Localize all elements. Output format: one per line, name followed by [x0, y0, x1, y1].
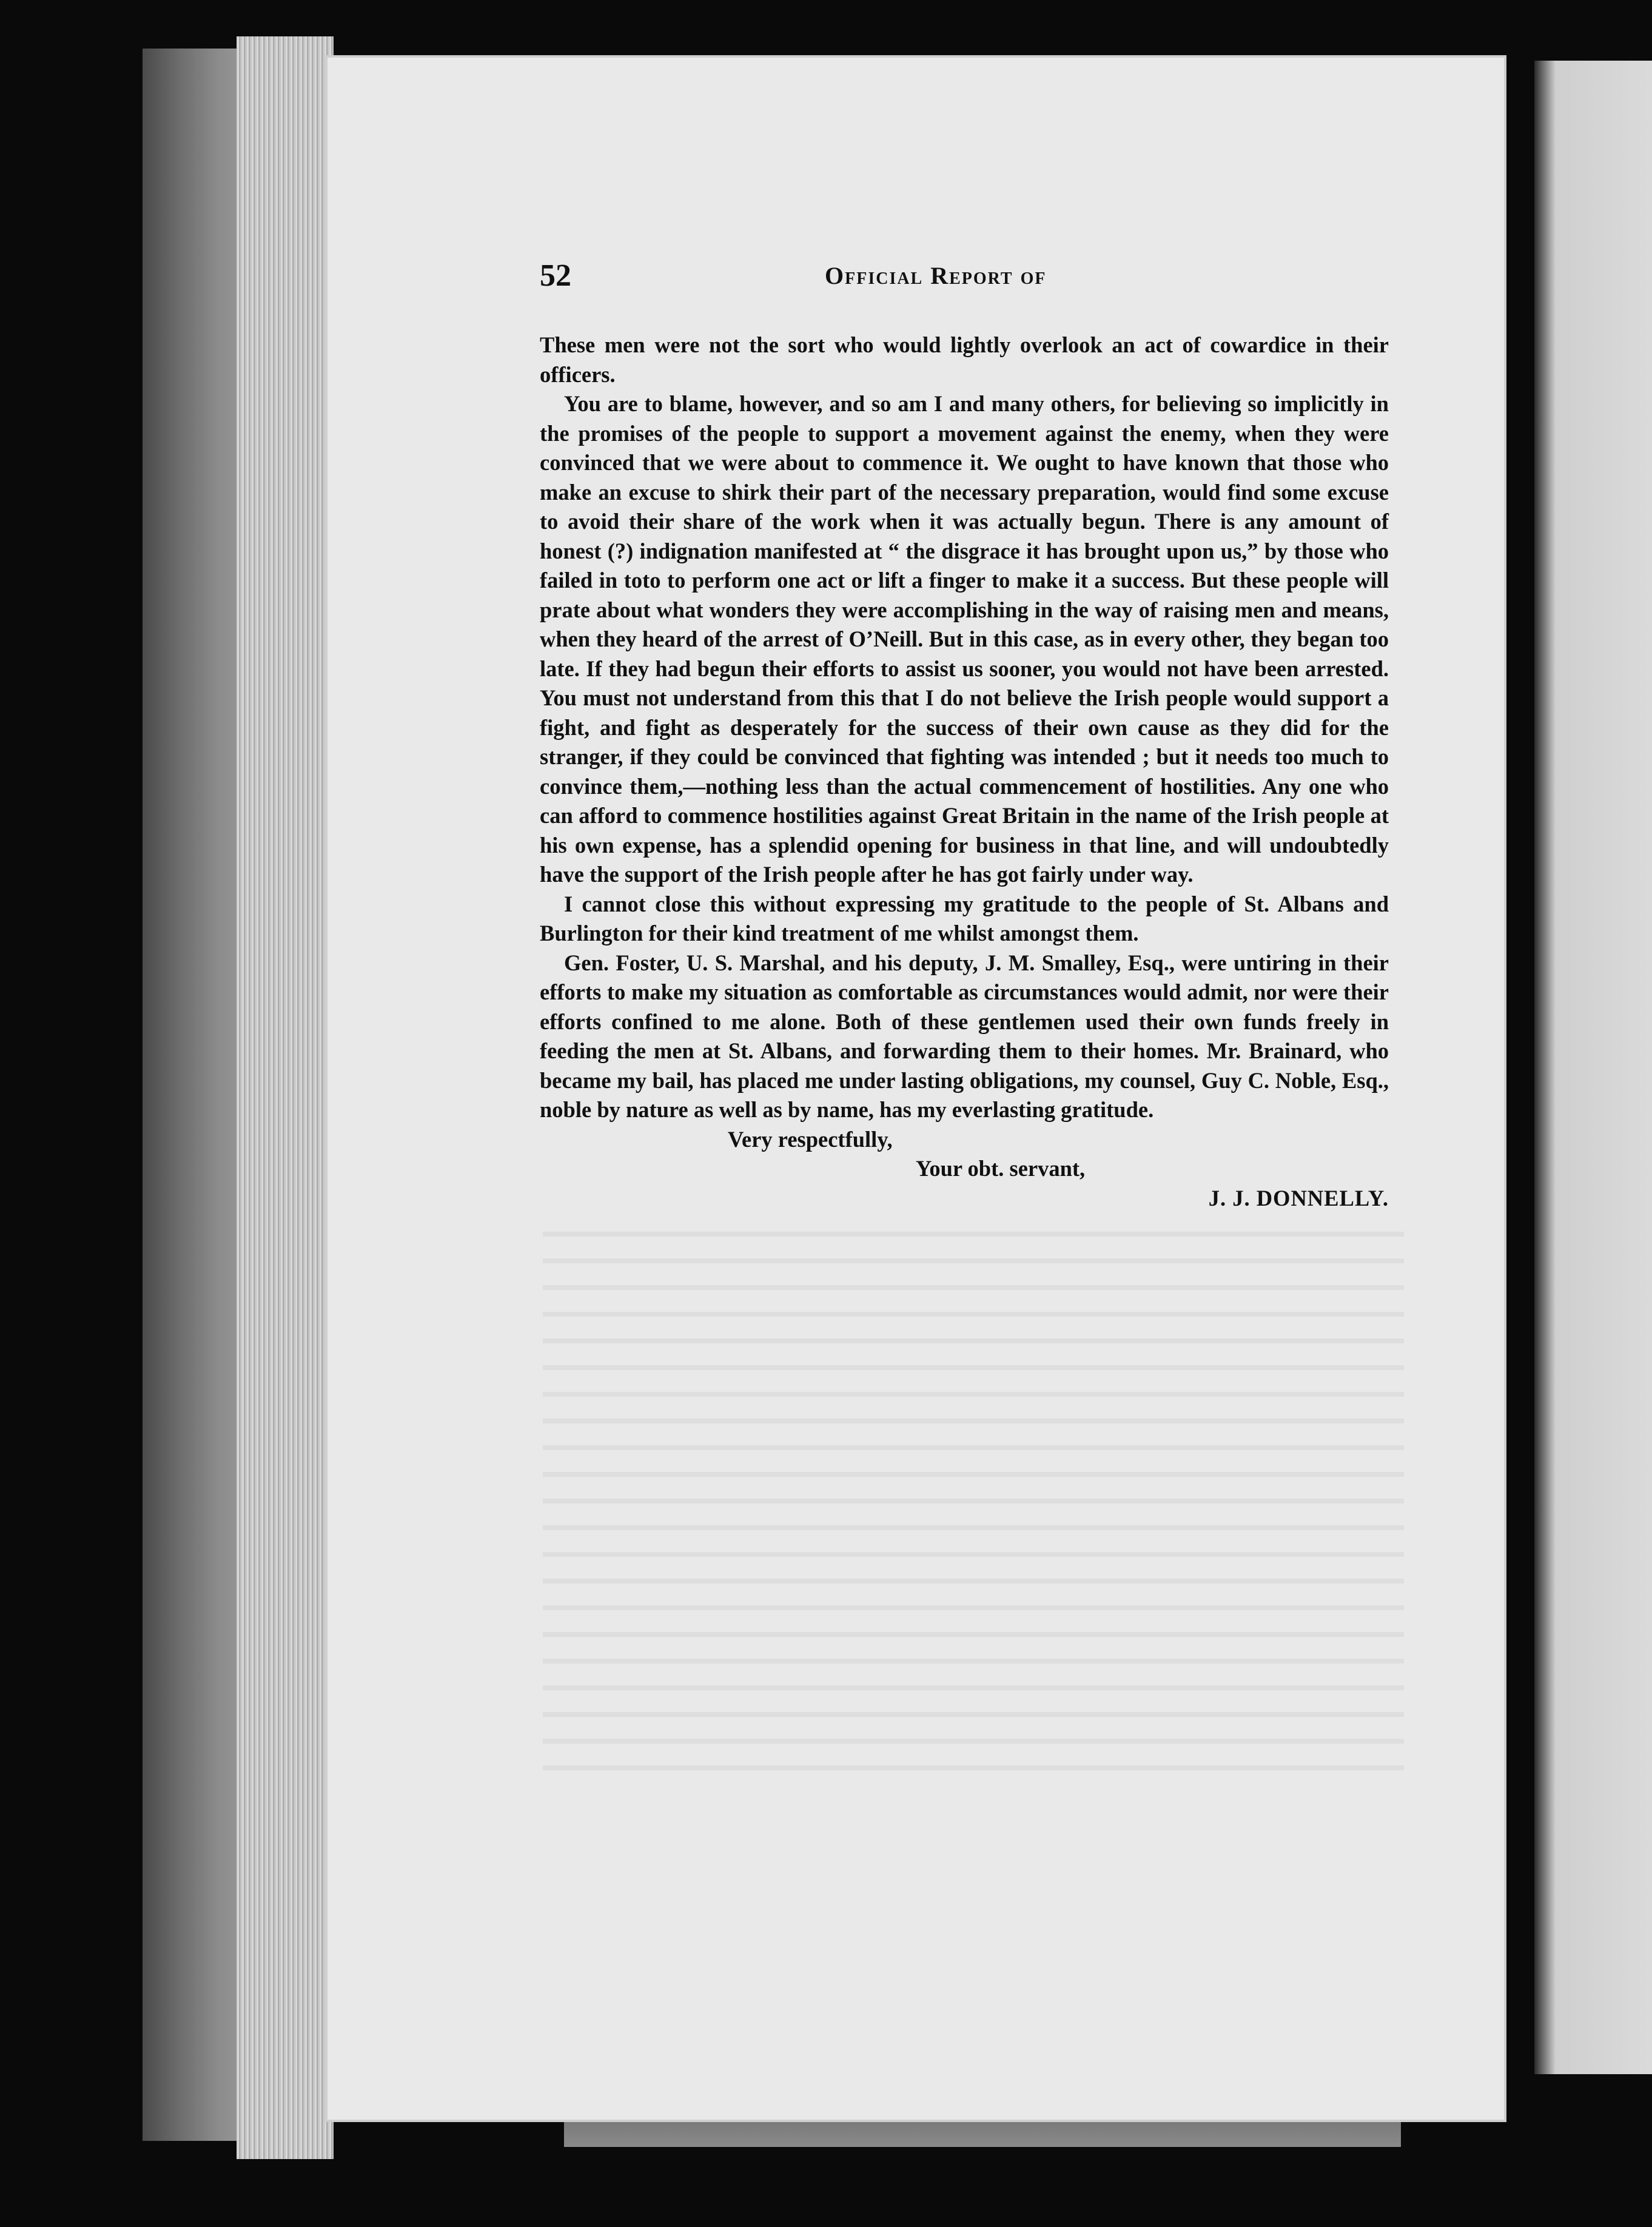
paragraph: Gen. Foster, U. S. Marshal, and his deputy, J. M. Smalley, Esq., were untiring in their efforts to make my situation as comfortable as circumstances would admit, nor were their efforts confined to me alone. Both of these gentlemen used their own funds freely in feeding the men at St. Albans, and forwarding them to their homes. Mr. Brainard, who became my bail, has placed me under lasting obligations, my counsel, Guy C. Noble, Esq., noble by nature as well as by name, has my everlasting gratitude.: [540, 950, 1389, 1122]
show-through-text: [543, 1210, 1404, 1792]
running-head: Official Report of: [825, 262, 1047, 289]
signature: J. J. DONNELLY.: [1208, 1185, 1389, 1211]
book-cover-edge: [143, 49, 252, 2141]
servant-line: Your obt. servant,: [916, 1156, 1086, 1181]
paragraph: I cannot close this without expressing my gratitude to the people of St. Albans and Burlington for their kind treatment of me whilst amongst them.: [540, 891, 1389, 946]
page-number: 52: [540, 258, 571, 293]
paragraph: You are to blame, however, and so am I and many others, for believing so implicitly in the promises of the people to support a movement against the enemy, when they were convinced that we were about to commence it. We ought to have known that those who make an excuse to shirk their part of the necessary preparation, would find some excuse to avoid their share of the work when it was actually begun. There is any amount of honest (?) indignation manifested at “ the disgrace it has brought upon us,” by those who failed in toto to perform one act or lift a finger to make it a success. But these people will prate about what wonders they were accomplishing in the way of raising men and means, when they heard of the arrest of O’Neill. But in this case, as in every other, they began too late. If they had begun their efforts to assist us sooner, you would not have been arrested. You must not understand from this that I do not believe the Irish people would support a fight, and fight as desperately for the success of their own cause as they did for the stranger, if they could be convinced that fighting was intended ; but it needs too much to convince them,—nothing less than the actual commencement of hostilities. Any one who can afford to commence hostilities against Great Britain in the name of the Irish people at his own expense, has a splendid opening for business in that line, and will undoubtedly have the support of the Irish people after he has got fairly under way.: [540, 391, 1389, 887]
closing-line: Very respectfully,: [728, 1126, 893, 1152]
book-page: [327, 58, 1504, 2120]
page-header: [540, 258, 1425, 306]
paragraph: These men were not the sort who would lightly overlook an act of cowardice in their officers.: [540, 332, 1389, 387]
page-edges: [237, 36, 334, 2159]
facing-page-edge: [1534, 61, 1652, 2074]
letter-body: [540, 331, 1389, 1213]
